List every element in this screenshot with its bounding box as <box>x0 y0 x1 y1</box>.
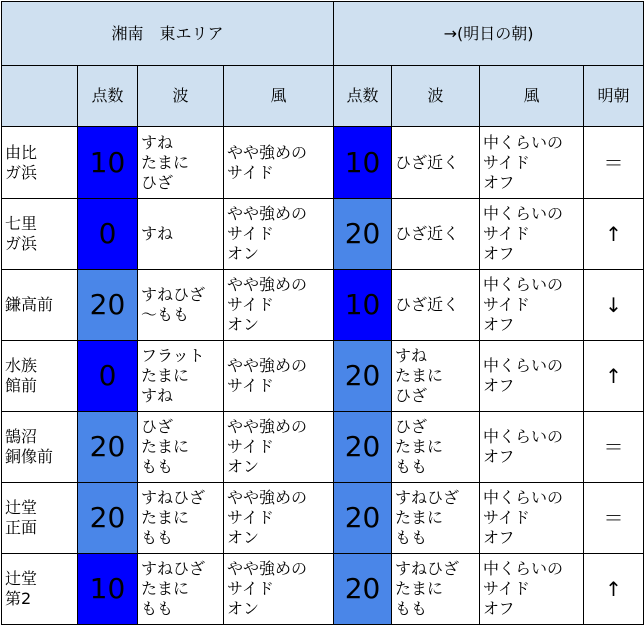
wave-tomorrow: ひざ近く <box>392 199 480 270</box>
trend-indicator: ↓ <box>584 270 644 341</box>
spot-header <box>2 66 78 127</box>
wind-today: やや強めの サイド オン <box>224 199 334 270</box>
score-tomorrow-header: 点数 <box>334 66 392 127</box>
table-row <box>2 270 644 341</box>
forecast-rows <box>2 127 644 625</box>
table-row <box>2 199 644 270</box>
score-today: 20 <box>78 483 138 554</box>
wind-tomorrow: 中くらいの サイド オフ <box>480 199 584 270</box>
spot-name: 鵠沼 銅像前 <box>2 412 78 483</box>
wave-tomorrow: すねひざ たまに もも <box>392 554 480 625</box>
wind-tomorrow: 中くらいの オフ <box>480 412 584 483</box>
score-tomorrow: 20 <box>334 412 392 483</box>
spot-name: 七里 ガ浜 <box>2 199 78 270</box>
score-today: 10 <box>78 554 138 625</box>
wave-today: すねひざ たまに もも <box>138 483 224 554</box>
score-today: 20 <box>78 412 138 483</box>
trend-indicator: ＝ <box>584 483 644 554</box>
wind-tomorrow: 中くらいの サイド オフ <box>480 483 584 554</box>
score-tomorrow: 20 <box>334 554 392 625</box>
wave-tomorrow: ひざ近く <box>392 270 480 341</box>
wind-today: やや強めの サイド オン <box>224 554 334 625</box>
trend-indicator: ＝ <box>584 412 644 483</box>
wind-tomorrow: 中くらいの オフ <box>480 341 584 412</box>
score-today: 0 <box>78 199 138 270</box>
wave-tomorrow-header: 波 <box>392 66 480 127</box>
tomorrow-title: →(明日の朝) <box>334 2 644 66</box>
trend-indicator: ↑ <box>584 199 644 270</box>
score-tomorrow: 20 <box>334 199 392 270</box>
score-today: 0 <box>78 341 138 412</box>
score-tomorrow: 20 <box>334 341 392 412</box>
trend-header: 明朝 <box>584 66 644 127</box>
trend-indicator: ↑ <box>584 341 644 412</box>
wind-tomorrow: 中くらいの サイド オフ <box>480 127 584 199</box>
score-header: 点数 <box>78 66 138 127</box>
wind-tomorrow-header: 風 <box>480 66 584 127</box>
trend-indicator: ↑ <box>584 554 644 625</box>
wind-today: やや強めの サイド オン <box>224 483 334 554</box>
wind-tomorrow: 中くらいの サイド オフ <box>480 554 584 625</box>
spot-name: 辻堂 第2 <box>2 554 78 625</box>
surf-forecast-table <box>1 1 644 625</box>
score-today: 10 <box>78 127 138 199</box>
trend-indicator: ＝ <box>584 127 644 199</box>
column-header-row <box>2 66 644 127</box>
title-row <box>2 2 644 66</box>
wind-tomorrow: 中くらいの サイド オフ <box>480 270 584 341</box>
wave-today: ひざ たまに もも <box>138 412 224 483</box>
table-row <box>2 341 644 412</box>
spot-name: 水族 館前 <box>2 341 78 412</box>
spot-name: 辻堂 正面 <box>2 483 78 554</box>
wave-tomorrow: ひざ たまに もも <box>392 412 480 483</box>
wave-today: フラット たまに すね <box>138 341 224 412</box>
wind-today: やや強めの サイド <box>224 127 334 199</box>
score-tomorrow: 10 <box>334 127 392 199</box>
wind-today: やや強めの サイド オン <box>224 412 334 483</box>
wave-header: 波 <box>138 66 224 127</box>
score-today: 20 <box>78 270 138 341</box>
spot-name: 鎌高前 <box>2 270 78 341</box>
wave-today: すね <box>138 199 224 270</box>
wave-tomorrow: ひざ近く <box>392 127 480 199</box>
table-row <box>2 483 644 554</box>
wind-header: 風 <box>224 66 334 127</box>
wind-today: やや強めの サイド <box>224 341 334 412</box>
region-title: 湘南 東エリア <box>2 2 334 66</box>
score-tomorrow: 10 <box>334 270 392 341</box>
table-row <box>2 127 644 199</box>
wave-today: すね たまに ひざ <box>138 127 224 199</box>
spot-name: 由比 ガ浜 <box>2 127 78 199</box>
wave-tomorrow: すねひざ たまに もも <box>392 483 480 554</box>
table-row <box>2 412 644 483</box>
wave-today: すねひざ たまに もも <box>138 554 224 625</box>
wave-tomorrow: すね たまに ひざ <box>392 341 480 412</box>
wind-today: やや強めの サイド オン <box>224 270 334 341</box>
score-tomorrow: 20 <box>334 483 392 554</box>
table-row <box>2 554 644 625</box>
wave-today: すねひざ ～もも <box>138 270 224 341</box>
